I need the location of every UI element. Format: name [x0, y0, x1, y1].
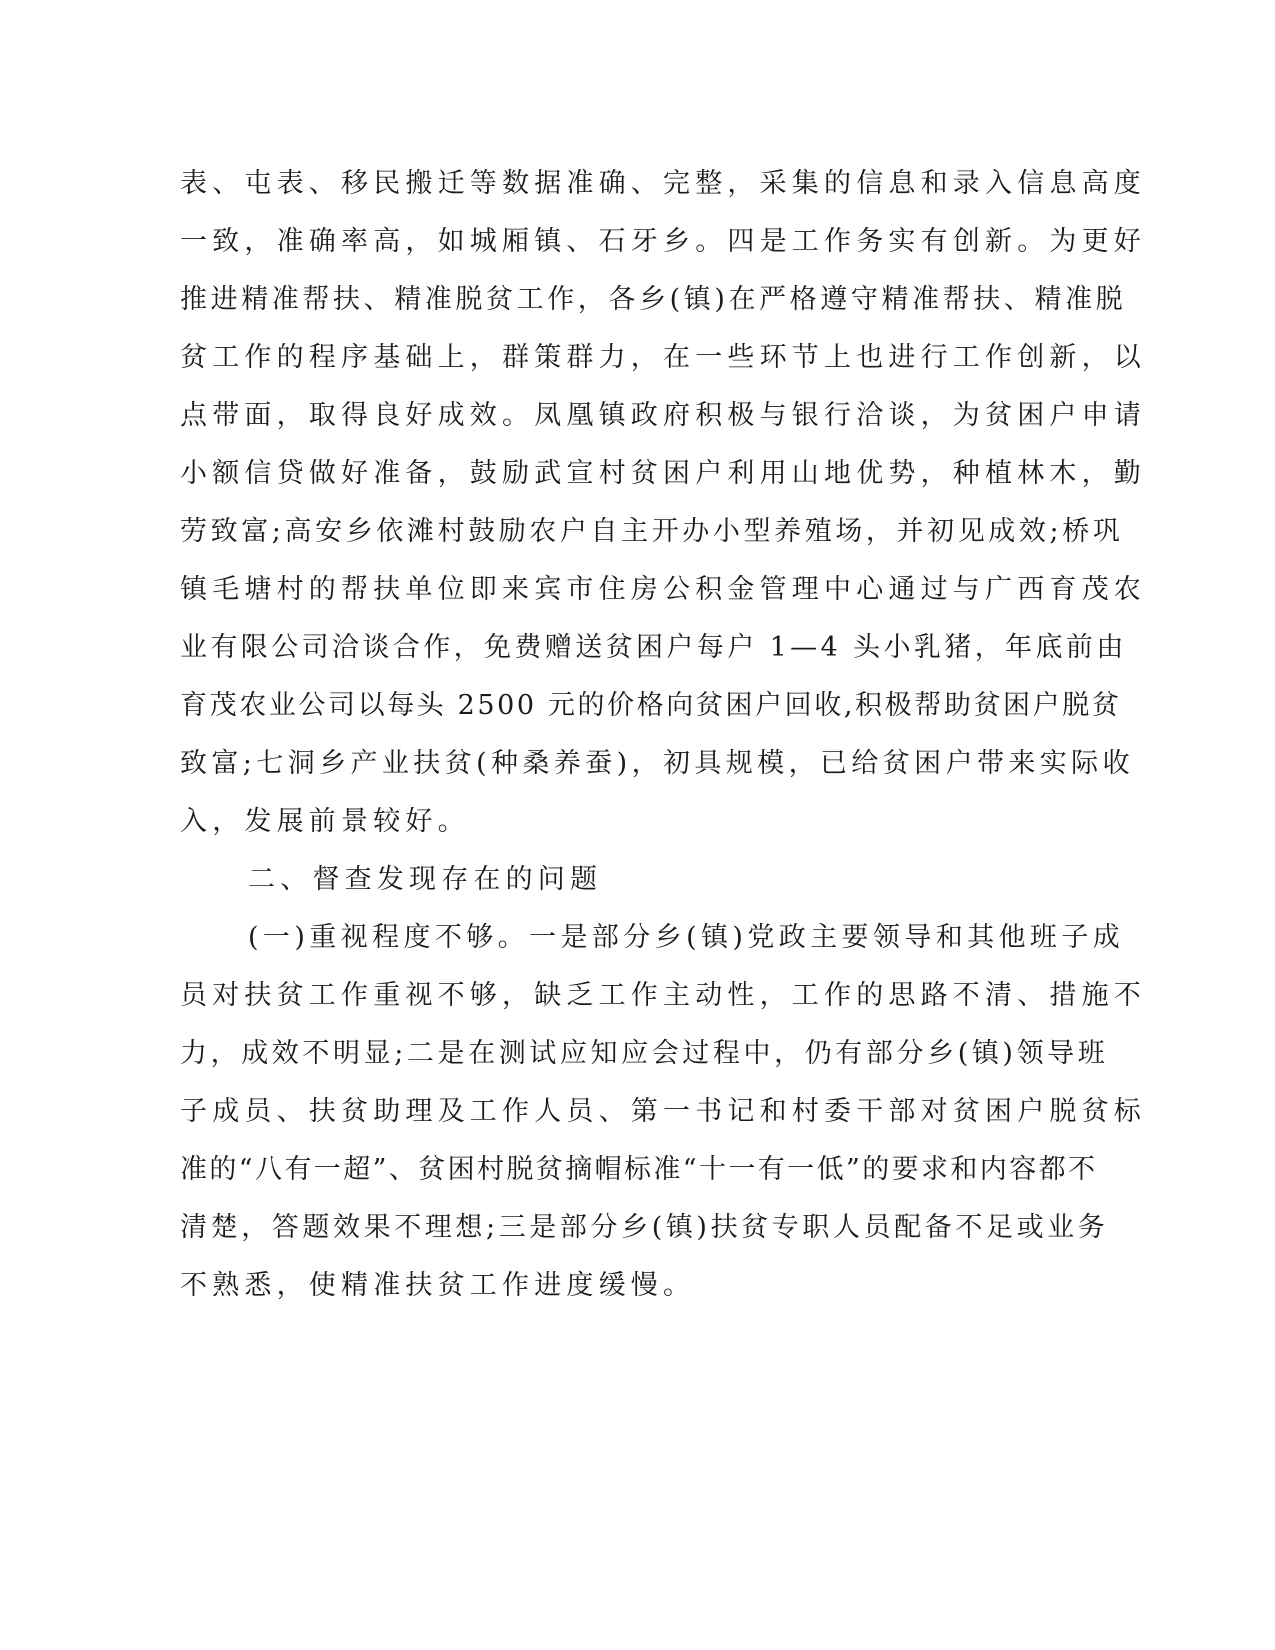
text-line: 一致，准确率高，如城厢镇、石牙乡。四是工作务实有创新。为更好 — [180, 226, 1146, 257]
text-line: 推进精准帮扶、精准脱贫工作，各乡(镇)在严格遵守精准帮扶、精准脱 — [180, 284, 1127, 315]
text-line: 清楚，答题效果不理想;三是部分乡(镇)扶贫专职人员配备不足或业务 — [180, 1212, 1109, 1243]
text-line: 准的“八有一超”、贫困村脱贫摘帽标准“十一有一低”的要求和内容都不 — [180, 1154, 1098, 1185]
text-line: 子成员、扶贫助理及工作人员、第一书记和村委干部对贫困户脱贫标 — [180, 1096, 1146, 1127]
text-line: 小额信贷做好准备，鼓励武宣村贫困户利用山地优势，种植林木，勤 — [180, 458, 1146, 489]
text-line: 点带面，取得良好成效。凤凰镇政府积极与银行洽谈，为贫困户申请 — [180, 400, 1146, 431]
text-line: 镇毛塘村的帮扶单位即来宾市住房公积金管理中心通过与广西育茂农 — [180, 574, 1146, 605]
text-line: 员对扶贫工作重视不够，缺乏工作主动性，工作的思路不清、措施不 — [180, 980, 1146, 1011]
text-line: 致富;七洞乡产业扶贫(种桑养蚕)，初具规模，已给贫困户带来实际收 — [180, 748, 1134, 779]
text-line: 不熟悉，使精准扶贫工作进度缓慢。 — [180, 1270, 696, 1301]
text-line: 劳致富;高安乡依滩村鼓励农户自主开办小型养殖场，并初见成效;桥巩 — [180, 516, 1124, 547]
text-line: 表、屯表、移民搬迁等数据准确、完整，采集的信息和录入信息高度 — [180, 168, 1146, 199]
text-line: 业有限公司洽谈合作，免费赠送贫困户每户 1—4 头小乳猪，年底前由 — [180, 632, 1127, 663]
text-line: 育茂农业公司以每头 2500 元的价格向贫困户回收,积极帮助贫困户脱贫 — [180, 690, 1122, 721]
section-heading: 二、督查发现存在的问题 — [248, 864, 603, 895]
text-line: 贫工作的程序基础上，群策群力，在一些环节上也进行工作创新，以 — [180, 342, 1146, 373]
text-line: 入，发展前景较好。 — [180, 806, 470, 837]
text-line: 力，成效不明显;二是在测试应知应会过程中，仍有部分乡(镇)领导班 — [180, 1038, 1109, 1069]
text-line: (一)重视程度不够。一是部分乡(镇)党政主要领导和其他班子成 — [248, 922, 1125, 953]
